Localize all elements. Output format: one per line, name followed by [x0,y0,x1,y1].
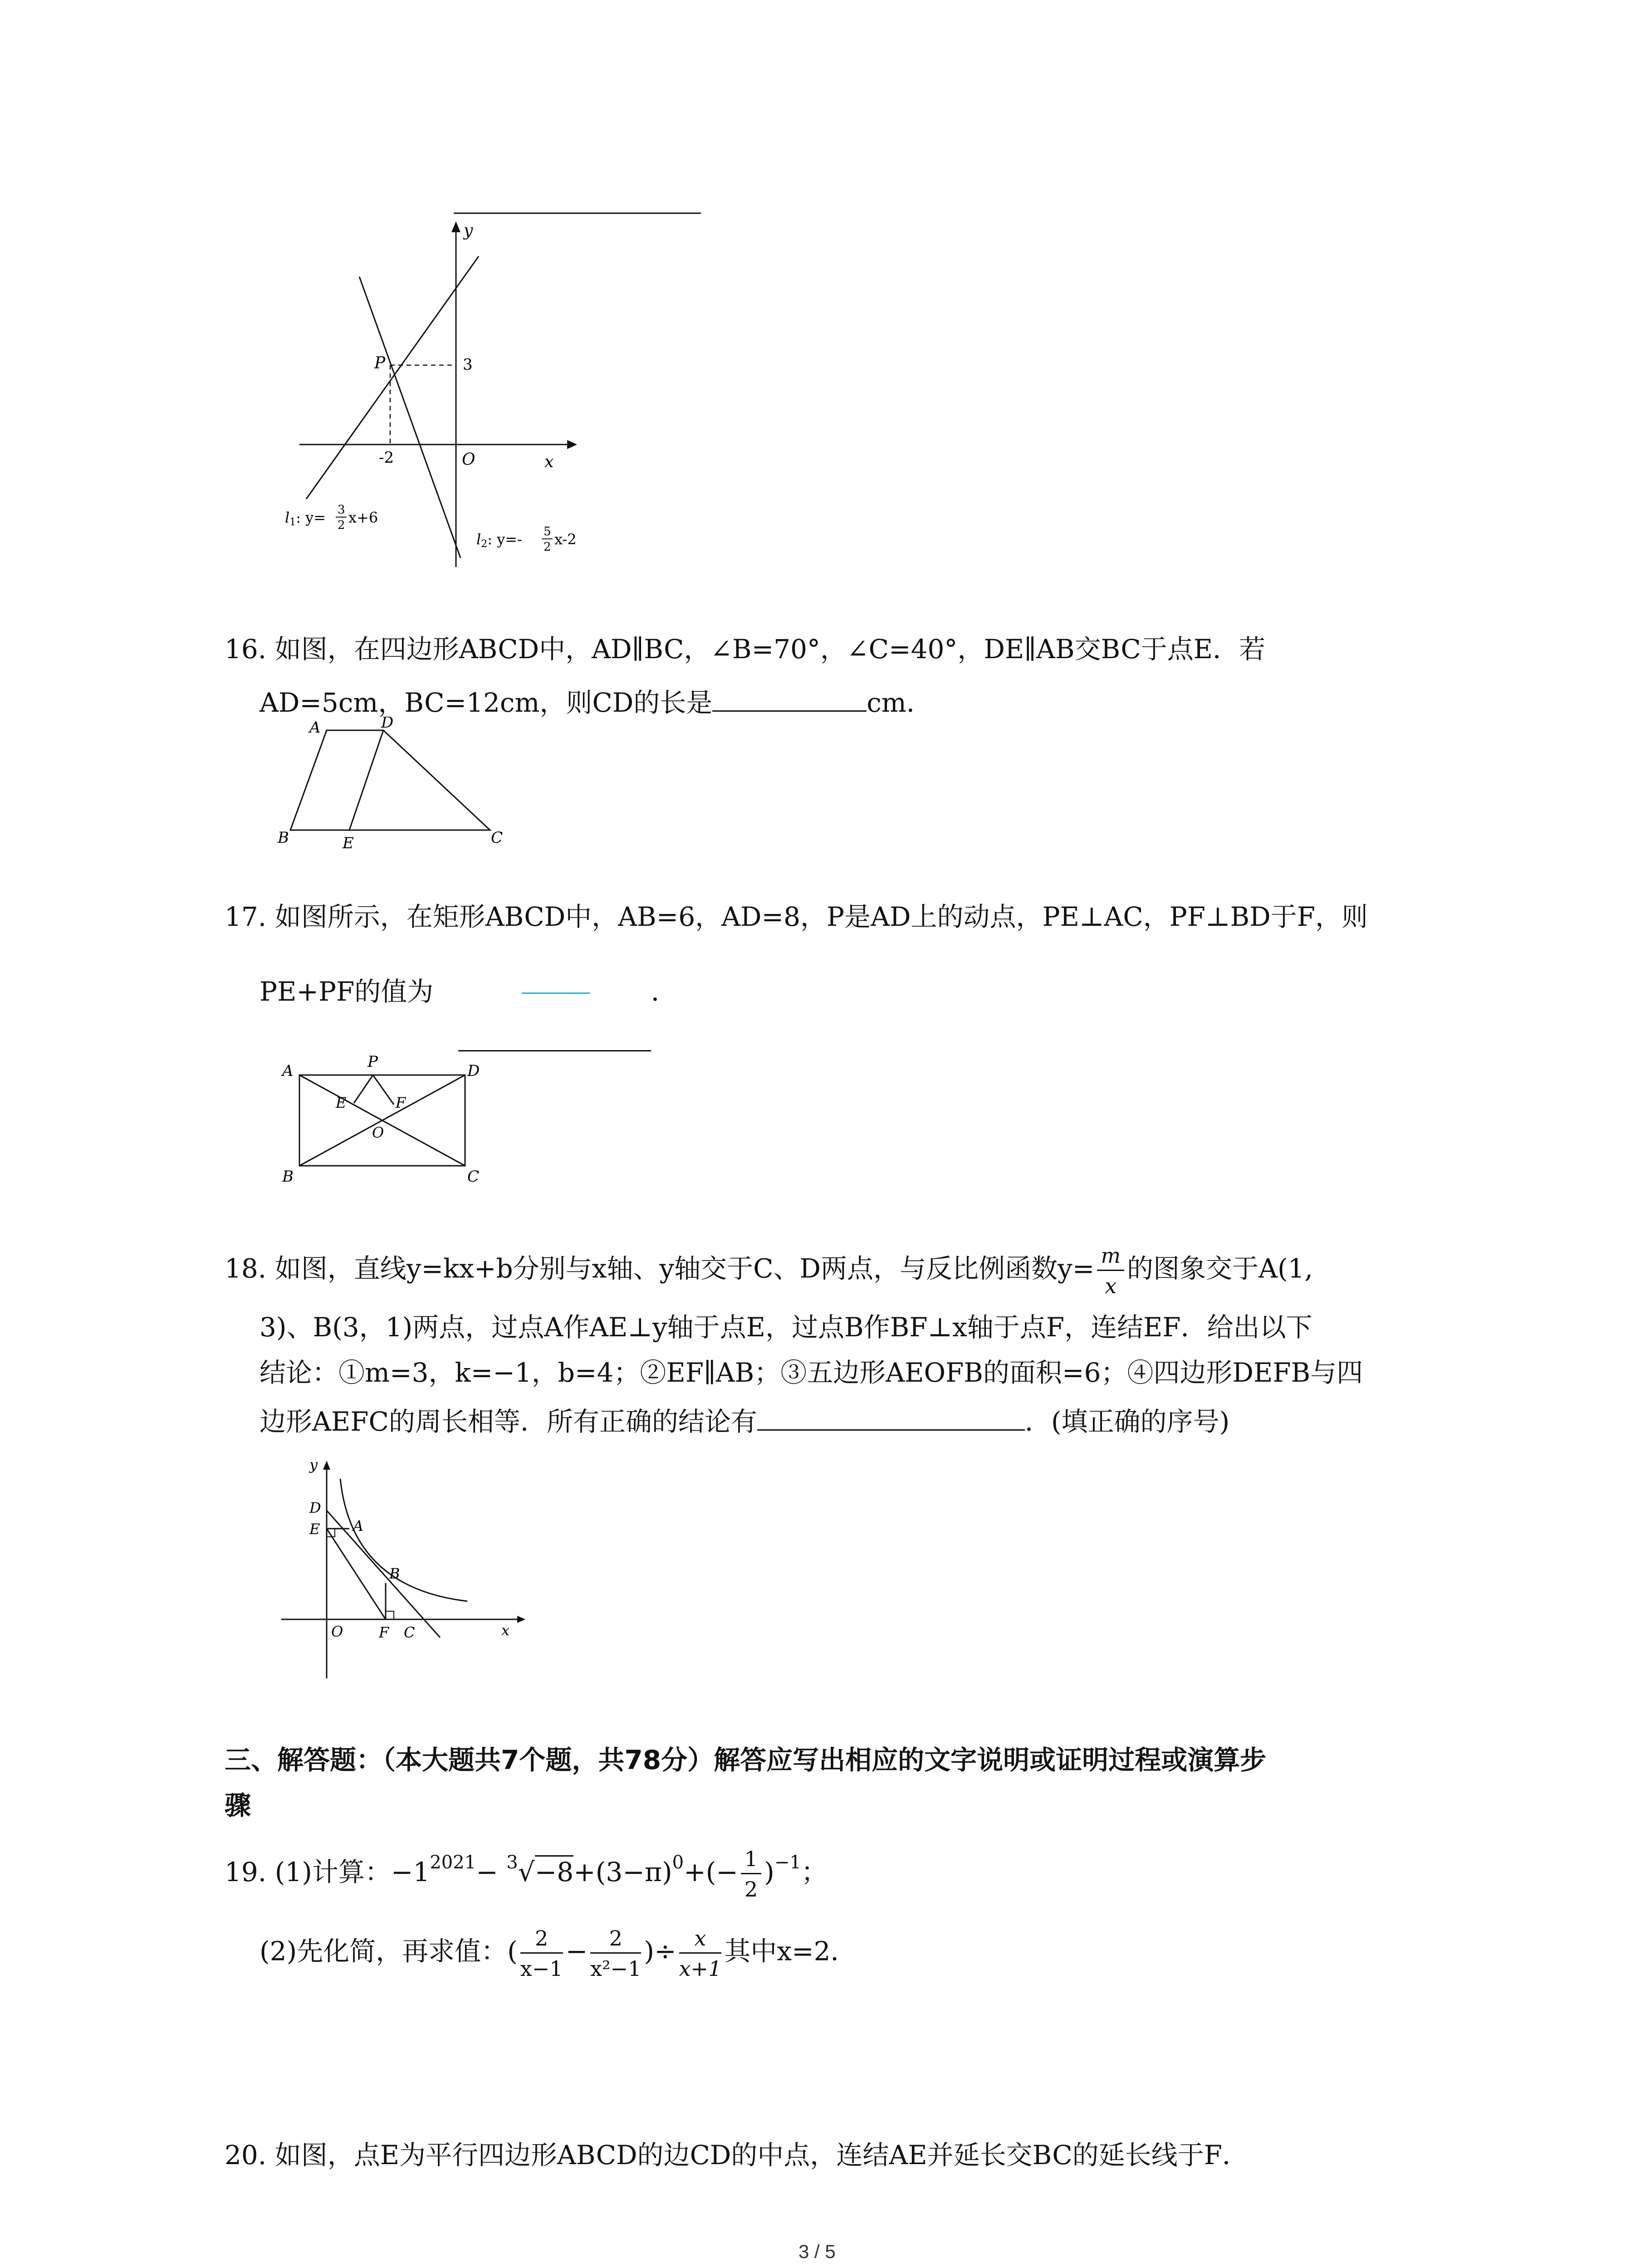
q18-label-o: O [331,1623,343,1640]
q15-x-label: x [544,453,554,471]
q18-frac-num: m [1097,1245,1124,1271]
q16-number: 16. [225,634,267,665]
q17-label-b: B [282,1168,294,1184]
q15-l2-eq-b: x-2 [554,531,577,548]
q18-label-x: x [501,1622,510,1639]
q15-l1-label: l1: y= [285,509,326,528]
q15-l1-frac-num: 3 [338,503,345,517]
q19-frac-half: $\frac{1}{2}$ [741,1848,761,1900]
q16-text-1: 如图，在四边形ABCD中，AD∥BC，∠B=70°，∠C=40°，DE∥AB交BC于点E．若 [274,634,1265,665]
q15-origin-label: O [462,450,475,469]
q15-tick-3: 3 [463,356,473,374]
section3-line1: 三、解答题：（本大题共7个题，共78分）解答应写出相应的文字说明或证明过程或演算步 [225,1745,1267,1775]
q18-label-c: C [404,1624,415,1641]
q17-period: ． [651,976,678,1007]
q15-l2-label: l2: y=- [476,531,522,550]
page-number: 3 / 5 [798,2241,836,2262]
q16-text-2a: AD=5cm，BC=12cm，则CD的长是 [260,687,713,718]
q19-frac-1: $\frac{2}{x-1}$ [520,1926,563,1981]
q17-text-1: 如图所示，在矩形ABCD中，AB=6，AD=8，P是AD上的动点，PE⊥AC，PF⊥BD于F，则 [274,901,1368,932]
q18-line3: 结论：①m=3，k=−1，b=4；②EF∥AB；③五边形AEOFB的面积=6；④四边形DEFB与四 [260,1357,1363,1388]
q17-line2 [260,975,433,1008]
q18-label-f: F [379,1624,389,1641]
q19-frac-2: $\frac{2}{\text{x²−1}}$ [590,1926,642,1981]
q18-text-4a: 边形AEFC的周长相等．所有正确的结论有 [260,1406,757,1437]
q16-label-b: B [278,829,289,847]
q19-part2: (2)先化简，再求值：( $\frac{2}{x-1}$ − $\frac{2}{\text{x²−1}}$ )÷ $\frac{x}{x+1}$ 其中x=2． [260,1926,857,1981]
q18-figure [272,1452,526,1687]
q16-answer-blank[interactable] [712,685,867,712]
q17-label-c: C [467,1168,480,1184]
q16-line1 [225,633,1265,665]
q15-l1-frac-den: 2 [338,518,345,532]
q20-line1 [225,2139,1249,2171]
q18-frac-den: x [1105,1274,1117,1298]
q16-line2 [260,685,933,719]
q17-label-f: F [396,1094,406,1111]
q17-number: 17. [225,901,267,932]
q18-line4 [260,1404,1230,1438]
q16-text-2b: cm． [867,687,933,718]
q17-cyan-dash [522,992,590,994]
q17-text-2a: PE+PF的值为 [260,976,434,1007]
q15-l1-eq-b: x+6 [348,509,378,526]
q20-number: 20. [225,2140,267,2170]
q19-root-index: 3 [506,1852,518,1873]
q15-l2-frac-den: 2 [544,540,551,554]
q15-l2-frac-num: 5 [544,525,551,538]
q15-y-label: y [464,221,473,240]
q15-figure [254,200,708,576]
q17-label-a: A [282,1062,294,1080]
q18-fraction [1097,1245,1124,1296]
q18-label-y: y [309,1456,318,1473]
section3-heading [225,1737,1266,1828]
q18-text-1b: 的图象交于A(1, [1127,1253,1313,1284]
q16-figure [272,717,517,853]
q19-radicand: −8 [535,1855,574,1887]
q20-text-1: 如图，点E为平行四边形ABCD的边CD的中点，连结AE并延长交BC的延长线于F． [274,2140,1249,2170]
q15-tick-neg2: -2 [379,449,394,467]
q16-label-c: C [491,829,503,847]
q19-number: 19. [225,1857,267,1887]
q17-label-p: P [367,1053,378,1071]
q17-label-d: D [467,1062,480,1080]
q18-label-e: E [309,1520,320,1538]
q16-label-e: E [343,834,354,852]
q17-figure [272,1048,490,1184]
q19-root-sign: √ [518,1857,535,1887]
q19-part1: 19. (1)计算：$-1^{2021}- ^3√-8+(3-\pi)^0+(-$ $\frac{1}{2}$ )$^{-1}$； [225,1847,828,1902]
q18-text-1a: 如图，直线y=kx+b分别与x轴、y轴交于C、D两点，与反比例函数y= [274,1253,1095,1284]
q18-line1 [225,1245,1313,1296]
q17-label-o: O [372,1124,384,1141]
q18-number: 18. [225,1253,267,1284]
q18-text-4b: ．(填正确的序号) [1024,1406,1230,1437]
q18-line2: 3)、B(3，1)两点，过点A作AE⊥y轴于点E，过点B作BF⊥x轴于点F，连结EF．给出以下 [260,1312,1313,1343]
q15-point-p: P [374,354,386,372]
q15-y-arrow [451,221,460,232]
section3-line2: 骤 [225,1790,251,1821]
q18-label-a: A [353,1517,364,1535]
q16-label-a: A [309,719,321,737]
q19-frac-3: $\frac{x}{x+1}$ [679,1926,722,1981]
q18-label-b: B [389,1565,400,1582]
q17-line1 [225,900,1368,933]
q18-answer-blank[interactable] [757,1404,1025,1431]
q15-x-arrow [567,440,577,449]
q18-label-d: D [309,1499,321,1516]
q17-label-e: E [336,1094,347,1111]
q16-label-d: D [381,717,394,732]
